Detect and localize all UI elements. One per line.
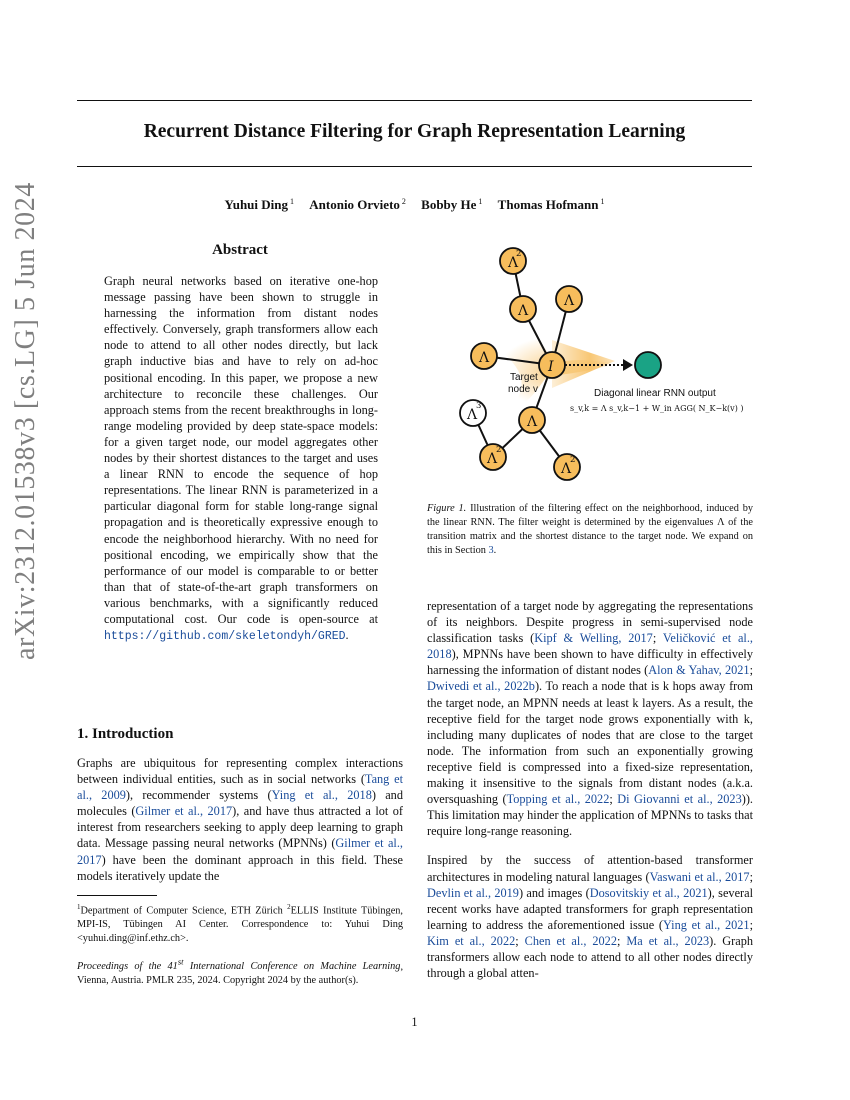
arxiv-stamp: arXiv:2312.01538v3 [cs.LG] 5 Jun 2024	[10, 182, 41, 660]
citation-link[interactable]: Veličković et al., 2018	[427, 631, 753, 662]
title-bottom-rule	[77, 166, 752, 167]
author-affil: 1	[290, 197, 295, 206]
footnote-marker: 2	[287, 903, 291, 911]
target-node-label: Target	[510, 372, 538, 383]
text-run: ), and have thus attracted a lot of interest from researchers seeking to apply deep learning to graph data. Message passing neural networks (MPNNs) (	[77, 804, 404, 851]
text-run: ) and molecules (	[77, 788, 403, 819]
intro-paragraph-3	[427, 852, 753, 981]
affiliation-2: ELLIS Institute Tübingen, MPI-IS, Tübingen AI Center. Correspondence to: Yuhui Ding <yuhui.ding@inf.ethz.ch>.	[77, 905, 403, 944]
graph-filter-diagram	[427, 238, 757, 488]
caption-end: .	[493, 544, 497, 556]
author-name: Thomas Hofmann	[497, 197, 599, 213]
text-run: representation of a target node by aggregating the representations of its neighbors. Despite progress in semi-supervised node classification tasks (	[427, 599, 753, 646]
text-run: ;	[749, 663, 754, 678]
citation-link[interactable]: Ying et al., 2021	[662, 917, 750, 932]
text-run: ;	[515, 933, 525, 948]
page-number: 1	[411, 1015, 418, 1029]
citation-link[interactable]: Kipf & Welling, 2017	[534, 631, 653, 646]
recurrence-equation: s_v,k = Λ s_v,k−1 + W_in AGG( N_K−k(v) )	[570, 404, 744, 413]
citation-link[interactable]: Vaswani et al., 2017	[649, 869, 750, 884]
citation-link[interactable]: Gilmer et al., 2017	[135, 804, 233, 819]
author-name: Yuhui Ding	[224, 197, 289, 213]
node-symbol: Λ	[518, 303, 529, 319]
citation-link[interactable]: Devlin et al., 2019	[427, 885, 519, 900]
right-column-body	[427, 598, 753, 981]
citation-link[interactable]: Tang et al., 2009	[77, 772, 403, 803]
citation-link[interactable]: Topping et al., 2022	[506, 792, 610, 807]
text-run: ;	[652, 631, 663, 646]
author-affil: 2	[401, 197, 406, 206]
author-affil: 1	[600, 197, 605, 206]
output-arrowhead	[623, 359, 633, 371]
figure-caption	[427, 502, 753, 558]
node-symbol: Λ	[479, 350, 490, 366]
top-rule	[77, 100, 752, 101]
node-power: 2	[570, 455, 576, 465]
intro-paragraph-1	[77, 755, 403, 884]
affiliation-footnote	[77, 901, 403, 945]
text-run: ;	[609, 792, 618, 807]
text-run: ). To reach a node that is k hops away from the target node, an MPNN needs at least k layers. As a result, the receptive field for the target node grows exponentially with k, including many duplicates of nodes that are close to the target node. The information from such an exponentially growing receptive field is compressed into a fixed-size representation, making it insensitive to the signals from distant nodes (a.k.a. oversquashing (	[427, 679, 753, 807]
text-run: ), MPNNs have been shown to have difficulty in effectively harnessing the information of distant nodes (	[427, 647, 753, 678]
node-symbol: Λ	[564, 293, 575, 309]
affiliation-1: Department of Computer Science, ETH Zürich	[80, 905, 283, 917]
citation-link[interactable]: Dwivedi et al., 2022b	[427, 679, 535, 694]
text-run: ) and images (	[518, 885, 590, 900]
proceedings-prefix: Proceedings of the	[77, 961, 162, 973]
footnote-rule	[77, 895, 157, 896]
text-run: ;	[616, 933, 627, 948]
node-power: 3	[476, 401, 482, 411]
introduction-paragraph	[77, 755, 403, 884]
text-run: ). Graph transformers allow each node to attend to all other nodes directly through a global atten-	[427, 933, 754, 981]
author-name: Antonio Orvieto	[309, 197, 400, 213]
node-symbol: Λ	[467, 407, 478, 423]
text-run: Inspired by the success of attention-based transformer architectures in modeling natural languages (	[427, 853, 753, 884]
node-symbol: Λ	[487, 451, 498, 467]
citation-link[interactable]: Ma et al., 2023	[626, 933, 710, 948]
node-symbol: Λ	[527, 414, 538, 430]
author	[225, 197, 294, 212]
citation-link[interactable]: Alon & Yahav, 2021	[648, 663, 750, 678]
target-node-label: node v	[508, 384, 539, 395]
paper-title: Recurrent Distance Filtering for Graph Representation Learning	[143, 121, 686, 142]
text-run: )). This limitation may hinder the application of MPNNs to tasks that require long-range reasoning.	[427, 792, 753, 839]
text-run: ;	[749, 869, 753, 884]
target-symbol: I	[548, 359, 554, 375]
output-label: Diagonal linear RNN output	[594, 388, 716, 399]
output-node	[635, 352, 661, 378]
citation-link[interactable]: Di Giovanni et al., 2023	[617, 792, 742, 807]
abstract-text	[104, 273, 378, 645]
citation-link[interactable]: Dosovitskiy et al., 2021	[589, 885, 708, 900]
abstract-end: .	[345, 628, 349, 643]
author-affil: 1	[478, 197, 483, 206]
author-name: Bobby He	[421, 197, 477, 213]
text-run: ), several recent works have adapted transformers for graph representation learning to address the aforementioned issue (	[427, 885, 753, 932]
abstract-body: Graph neural networks based on iterative one-hop message passing have been shown to struggle in harnessing the information from distant nodes effectively. Conversely, graph transformers allow each node to attend to all other nodes directly, but lack graph inductive bias and have to rely on ad-hoc positional encoding. In this paper, we propose a new architecture to reconcile these challenges. Our approach stems from the recent breakthroughs in long-range modeling provided by deep state-space models: for a given target node, our model aggregates other nodes by their shortest distances to the target and uses a linear RNN to encode the sequence of hop representations. The linear RNN is parameterized in a particular diagonal form for stable long-range signal propagation and is theoretically expressive enough to encode the neighborhood hierarchy. With no need for positional encoding, we empirically show that the performance of our model is comparable to or better than that of state-of-the-art graph transformers on various benchmarks, with a significantly reduced computational cost. Our code is open-source at	[104, 274, 378, 626]
figure-1-diagram	[427, 238, 757, 488]
proceedings-note	[77, 956, 403, 988]
caption-text: Illustration of the filtering effect on the neighborhood, induced by the linear RNN. The filter weight is determined by the eigenvalues Λ of the transition matrix and the shortest distance to the target node. We expand on this in Section	[427, 503, 753, 556]
code-url-link[interactable]: https://github.com/skeletondyh/GRED	[104, 630, 346, 644]
proceedings-ordinal-suffix: st	[177, 957, 184, 967]
intro-paragraph-2	[427, 598, 753, 839]
citation-link[interactable]: Ying et al., 2018	[271, 788, 372, 803]
citation-link[interactable]: Chen et al., 2022	[524, 933, 617, 948]
citation-link[interactable]: Gilmer et al., 2017	[77, 836, 403, 867]
author	[421, 197, 482, 212]
section-heading-introduction: 1. Introduction	[77, 726, 174, 742]
node-symbol: Λ	[508, 255, 519, 271]
text-run: Graphs are ubiquitous for representing complex interactions between individual entities, such as in social networks (	[77, 756, 403, 787]
abstract-heading: Abstract	[212, 242, 268, 258]
section-ref-link[interactable]: 3	[488, 544, 494, 556]
text-run: ), recommender systems (	[125, 788, 272, 803]
node-power: 2	[496, 445, 502, 455]
author	[309, 197, 406, 212]
citation-link[interactable]: Kim et al., 2022	[427, 933, 516, 948]
footnote-marker: 1	[77, 903, 81, 911]
node-power: 2	[516, 249, 522, 259]
proceedings-venue: International Conference on Machine Learning	[189, 961, 401, 973]
node-symbol: Λ	[561, 461, 572, 477]
author	[498, 197, 605, 212]
caption-label: Figure 1.	[427, 503, 467, 514]
text-run: ) have been the dominant approach in this field. These models iteratively update the	[77, 852, 403, 883]
proceedings-ordinal: 41	[167, 961, 178, 973]
proceedings-suffix: , Vienna, Austria. PMLR 235, 2024. Copyright 2024 by the author(s).	[77, 961, 404, 987]
text-run: ;	[749, 917, 753, 932]
author-list	[77, 197, 752, 213]
